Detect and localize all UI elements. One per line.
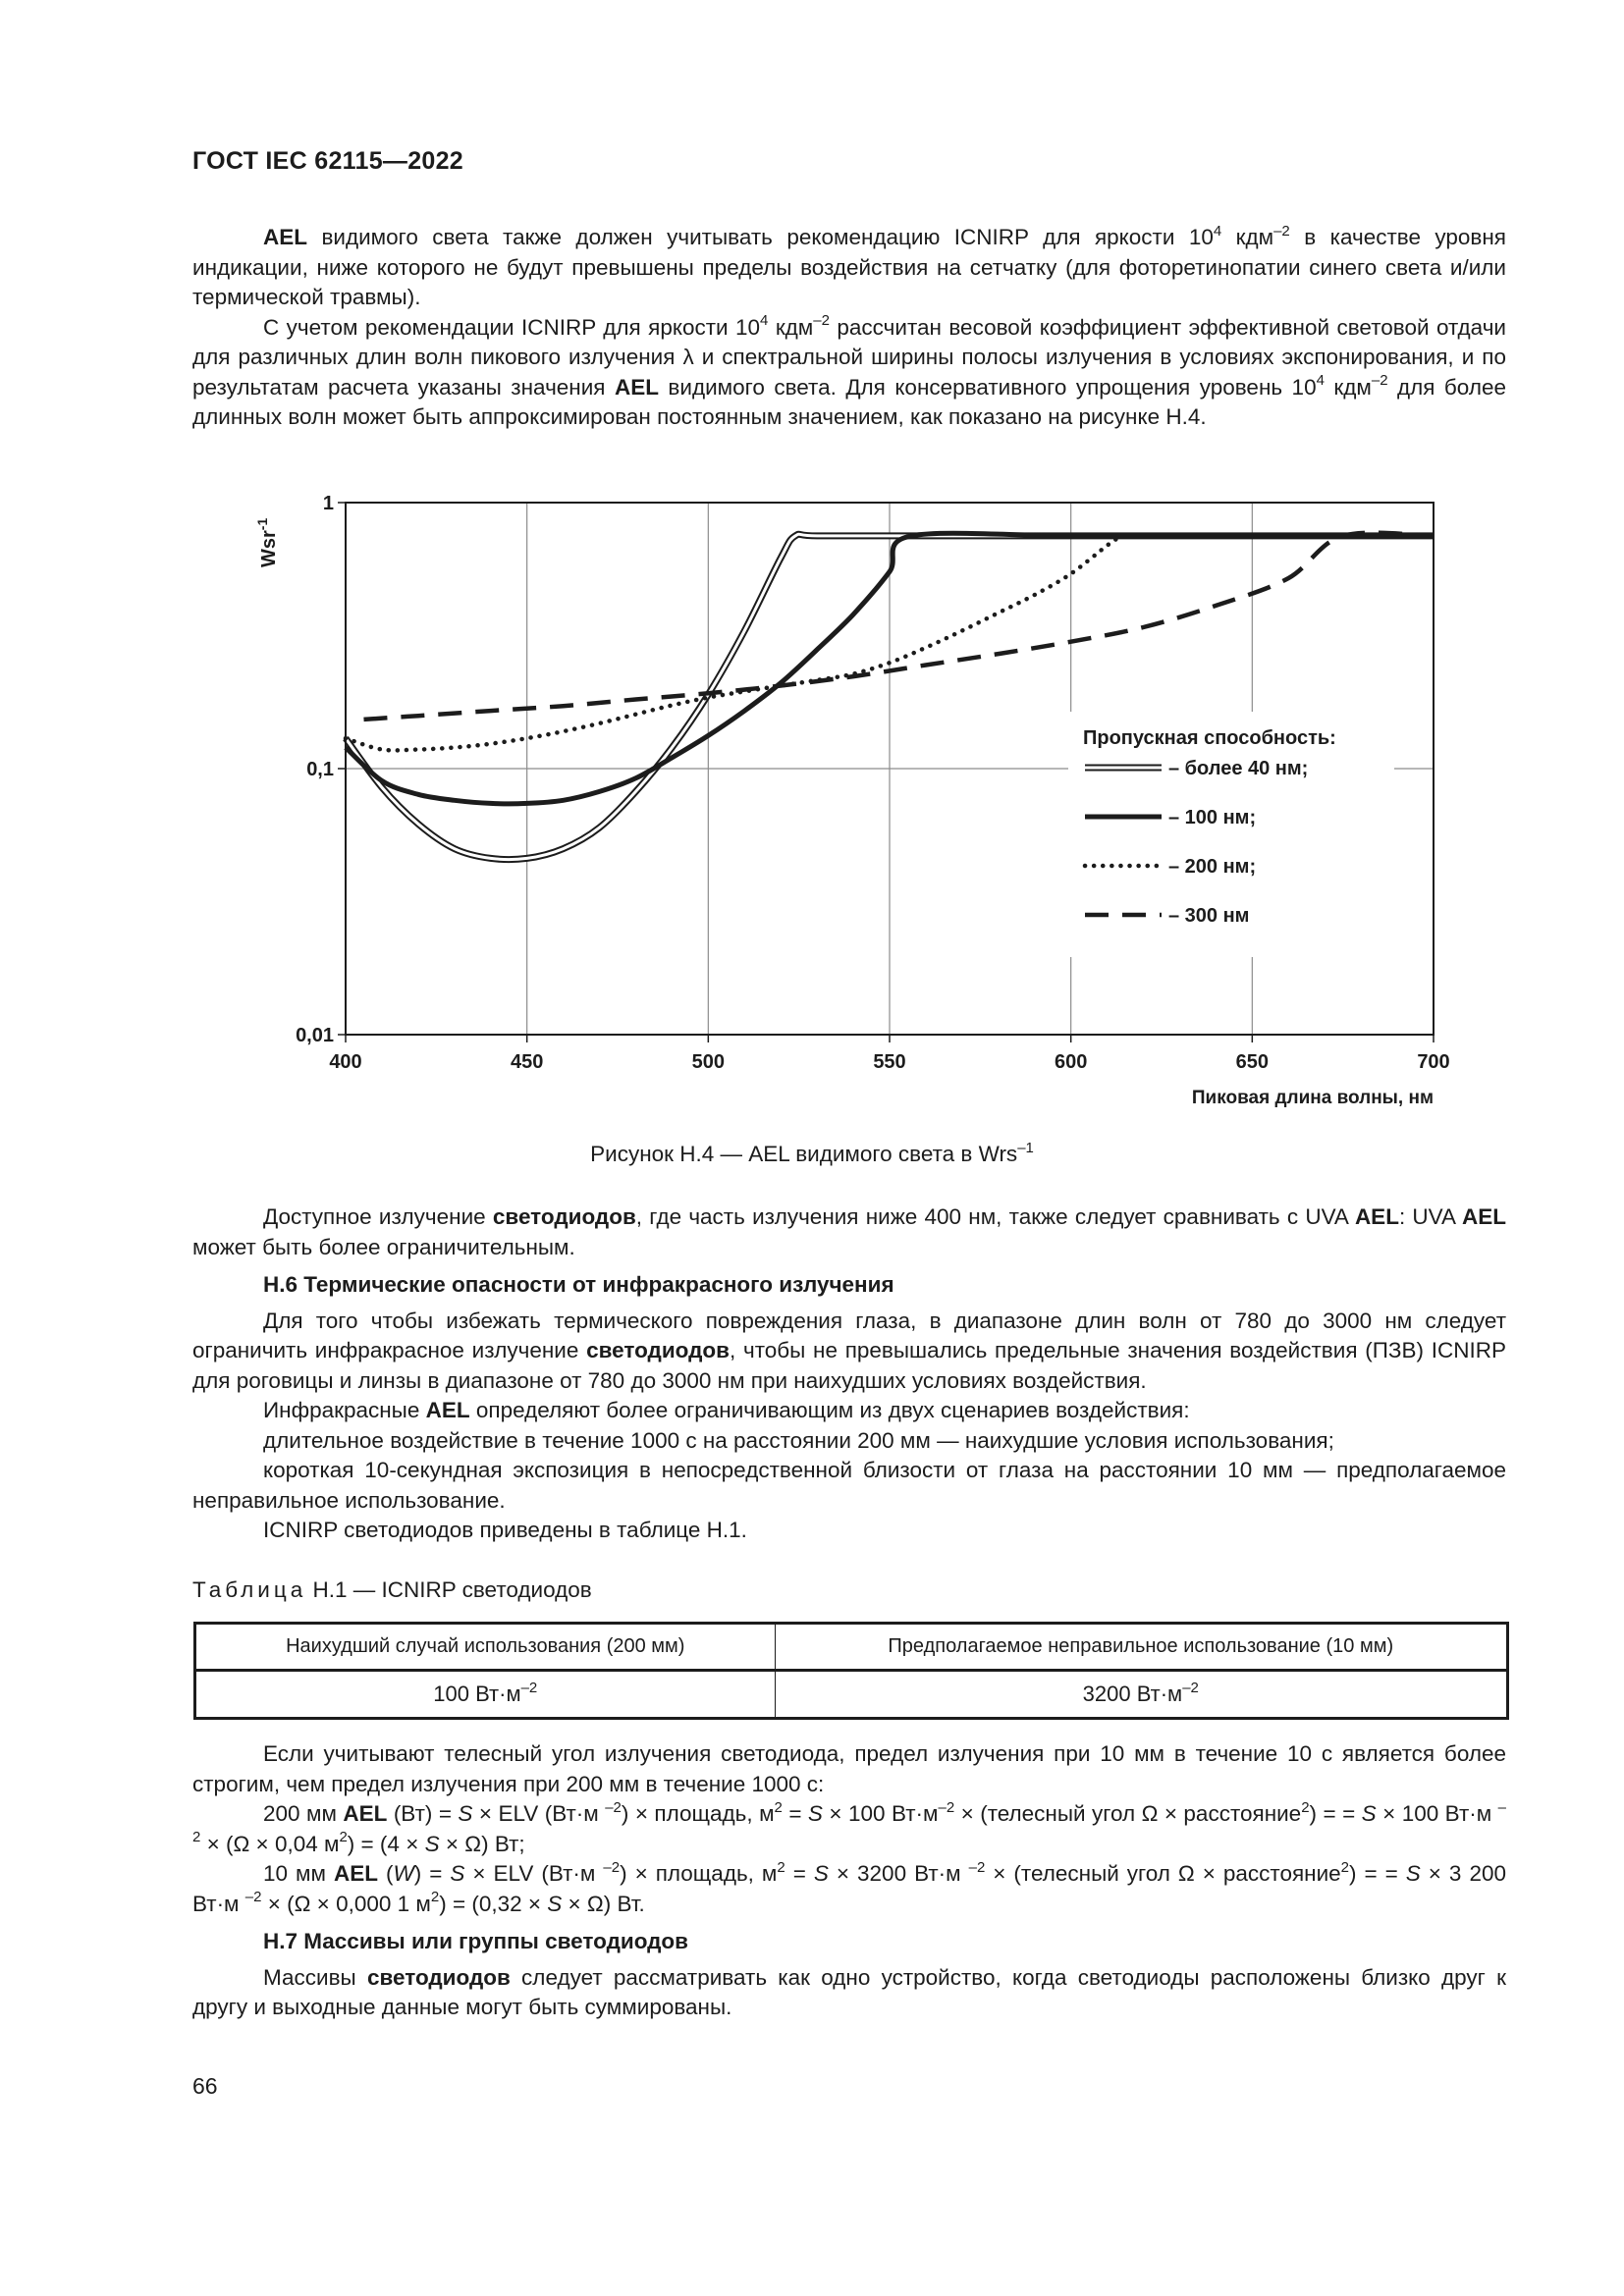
paragraph-uva: Доступное излучение светодиодов, где часть излучения ниже 400 нм, также следует сравнивать с UVA AEL: UVA AEL может быть более ограничительным. [192, 1204, 1506, 1259]
series-path [364, 533, 1435, 720]
legend-label: – 300 нм [1168, 905, 1250, 927]
legend-label: – 200 нм; [1168, 856, 1257, 878]
table-header-cell: Наихудший случай использования (200 мм) [195, 1624, 776, 1671]
intro-paragraph-1: AEL видимого света также должен учитывать рекомендацию ICNIRP для яркости $10^4$ кдм$^{-2}$ в качестве уровня индикации, ниже которого не будут превышены пределы воздействия на сетчатку (для фоторетинопатии синего света и/или термической травмы). [192, 222, 1506, 309]
icnirp-table [193, 1622, 1509, 1720]
formula-200mm: 200 мм AEL (Вт) = S × ELV (Вт·м $^{-2}$) × площадь, $м^2 = S \times 100$ $Вт\cdot м^{-2}$ × (телесный угол Ω × расстояние$^2$) = = S × 100 Вт·м $^{-2}$ × (Ω × 0,04 $м^2) = (4 \times S \times \Omega)$ Вт; [192, 1798, 1506, 1856]
body-text [192, 1202, 1506, 1546]
x-tick-label: 400 [329, 1051, 362, 1073]
table-header-cell: Предполагаемое неправильное использование (10 мм) [775, 1624, 1507, 1671]
paragraph-table-ref: ICNIRP светодиодов приведены в таблице Н.1. [263, 1518, 747, 1542]
section-heading-h6: Н.6 Термические опасности от инфракрасного излучения [263, 1272, 894, 1297]
figure-h4-chart [0, 0, 1624, 1139]
paragraph-scenario-2: короткая 10-секундная экспозиция в непосредственной близости от глаза на расстоянии 10 мм — предполагаемое неправильное использование. [192, 1458, 1506, 1513]
x-axis-label: Пиковая длина волны, нм [1191, 1088, 1434, 1108]
legend-label: – более 40 нм; [1168, 758, 1309, 779]
y-axis-label: Wsr$^{-1}$ [254, 517, 280, 567]
paragraph-ael-scenarios: Инфракрасные AEL определяют более ограничивающим из двух сценариев воздействия: [263, 1398, 1190, 1422]
chart-legend [1068, 712, 1394, 957]
table-cell: 3200 $Вт\cdot м^{-2}$ [775, 1671, 1507, 1719]
x-tick-label: 500 [691, 1051, 726, 1073]
legend-label: – 100 нм; [1168, 807, 1257, 828]
x-tick-label: 700 [1417, 1051, 1450, 1073]
table-title: Таблица Н.1 — ICNIRP светодиодов [192, 1577, 592, 1602]
paragraph-arrays: Массивы светодиодов следует рассматривать как одно устройство, когда светодиоды расположены близко друг к другу и выходные данные могут быть суммированы. [192, 1964, 1506, 2019]
body-text-2 [192, 1739, 1506, 2023]
y-tick-label: 0,01 [296, 1025, 334, 1046]
x-tick-label: 550 [873, 1051, 906, 1073]
figure-caption: Рисунок Н.4 — AEL видимого света в Wrs$^{-1}$ [590, 1139, 1034, 1166]
paragraph-scenario-1: длительное воздействие в течение 1000 с на расстоянии 200 мм — наихудшие условия использования; [263, 1427, 1334, 1453]
paragraph-infrared: Для того чтобы избежать термического повреждения глаза, в диапазоне длин волн от 780 до 3000 нм следует ограничить инфракрасное излучение светодиодов, чтобы не превышались предельные значения воздействия (ПЗВ) ICNIRP для роговицы и линзы в диапазоне от 780 до 3000 нм при наихудших условиях воздействия. [192, 1308, 1506, 1393]
x-tick-label: 450 [510, 1051, 544, 1073]
table-cell: 100 $Вт\cdot м^{-2}$ [195, 1671, 776, 1719]
page-number: 66 [192, 2073, 218, 2099]
document-header: ГОСТ IEC 62115—2022 [192, 147, 464, 175]
series-line-4 [364, 533, 1435, 720]
legend-title: Пропускная способность: [1083, 727, 1336, 749]
intro-paragraph-2: С учетом рекомендации ICNIRP для яркости $10^4$ кдм$^{-2}$ рассчитан весовой коэффициент эффективной световой отдачи для различных длин волн пикового излучения λ и спектральной ширины полосы излучения в условиях экспонирования, и по результатам расчета указаны значения AEL видимого света. Для консервативного упрощения уровень $10^4$ кдм$^{-2}$ для более длинных волн может быть аппроксимирован постоянным значением, как показано на рисунке Н.4. [192, 312, 1506, 429]
paragraph-solid-angle: Если учитывают телесный угол излучения светодиода, предел излучения при 10 мм в течение 10 с является более строгим, чем предел излучения при 200 мм в течение 1000 с: [192, 1741, 1506, 1796]
section-heading-h7: Н.7 Массивы или группы светодиодов [263, 1929, 688, 1953]
x-tick-label: 600 [1054, 1051, 1088, 1073]
x-tick-label: 650 [1235, 1051, 1270, 1073]
formula-10mm: 10 мм AEL (W) = S × ELV (Вт·м $^{-2}$) × площадь, $м^2 = S \times 3200$ Вт·м $^{-2}$ × (телесный угол Ω × расстояние$^2$) = = S × 3 200 Вт·м $^{-2}$ × (Ω × 0,000 1 $м^2) = (0,32 \times S \times \Omega)$ Вт. [192, 1858, 1506, 1916]
y-tick-label: 1 [322, 493, 334, 514]
y-tick-label: 0,1 [306, 759, 334, 780]
